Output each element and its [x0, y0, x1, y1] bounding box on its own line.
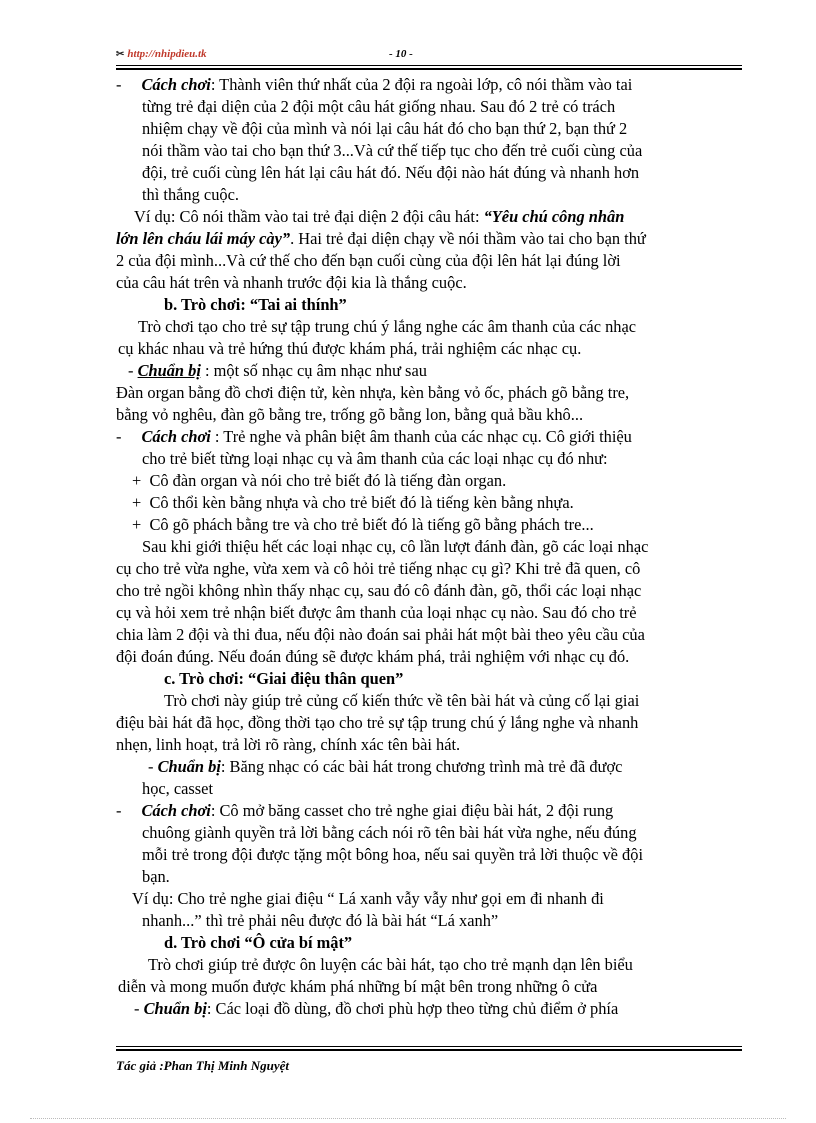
page-edge — [30, 1118, 786, 1119]
section-heading-d: d. Trò chơi “Ô cửa bí mật” — [164, 933, 353, 952]
text-line: Trò chơi này giúp trẻ củng cố kiến thức về tên bài hát và củng cố lại giai — [164, 691, 640, 710]
text: : Các loại đồ dùng, đồ chơi phù hợp theo từng chủ điểm ở phía — [206, 999, 619, 1018]
song-title: lớn lên cháu lái máy cày” — [116, 229, 291, 248]
text-line: nói thầm vào tai cho bạn thứ 3...Và cứ thế tiếp tục cho đến trẻ cuối cùng của — [142, 141, 643, 160]
text-line: thì thắng cuộc. — [142, 185, 239, 204]
text-line — [134, 998, 618, 1020]
text-line — [134, 206, 624, 228]
text-line: 2 của đội mình...Và cứ thế cho đến bạn cuối cùng của đội lên hát lại đúng lời — [116, 251, 621, 270]
list-marker: + — [132, 493, 142, 512]
header-url[interactable]: http://nhipdieu.tk — [127, 48, 207, 60]
footer-rule-thick — [116, 1049, 742, 1051]
text-line: bạn. — [142, 867, 170, 886]
text-line — [148, 756, 622, 778]
list-marker: + — [132, 515, 142, 534]
bullet: - — [148, 757, 154, 776]
label-chuan-bi: Chuẩn bị — [157, 757, 221, 776]
text: : một số nhạc cụ âm nhạc như sau — [200, 361, 427, 380]
text-line: cho trẻ biết từng loại nhạc cụ và âm thanh của các loại nhạc cụ đó như: — [142, 449, 608, 468]
text: Ví dụ: Cô nói thầm vào tai trẻ đại diện 2 đội câu hát: — [134, 207, 484, 226]
text-line: bằng vỏ nghêu, đàn gõ bằng tre, trống gõ bằng lon, bằng quả bầu khô... — [116, 405, 584, 424]
song-title: “Yêu chú công nhân — [483, 207, 625, 226]
text-line: diễn và mong muốn được khám phá những bí mật bên trong những ô cửa — [118, 977, 598, 996]
text-line: của câu hát trên và nhanh trước đội kia là thắng cuộc. — [116, 273, 467, 292]
section-heading-c: c. Trò chơi: “Giai điệu thân quen” — [164, 669, 404, 688]
text-line: mỗi trẻ trong đội được tặng một bông hoa, nếu sai quyền trả lời thuộc về đội — [142, 845, 643, 864]
text-line: Đàn organ bằng đồ chơi điện tử, kèn nhựa, kèn bằng vỏ ốc, phách gõ bằng tre, — [116, 383, 630, 402]
footer-rule — [116, 1046, 742, 1047]
text-line — [116, 426, 632, 448]
list-item — [132, 514, 594, 536]
text: : Băng nhạc có các bài hát trong chương trình mà trẻ đã được — [220, 757, 623, 776]
text-line: học, casset — [142, 779, 213, 798]
text-line: cụ cho trẻ vừa nghe, vừa xem và cô hỏi trẻ tiếng nhạc cụ gì? Khi trẻ đã quen, cô — [116, 559, 641, 578]
text-line — [128, 360, 427, 382]
bullet: - — [134, 999, 140, 1018]
header-link[interactable] — [116, 48, 207, 60]
text-line: nhiệm chạy về đội của mình và nói lại câu hát đó cho bạn thứ 2, bạn thứ 2 — [142, 119, 628, 138]
label-cach-choi: Cách chơi — [141, 801, 211, 820]
list-marker: + — [132, 471, 142, 490]
text-line: nhẹn, linh hoạt, trả lời rõ ràng, chính xác tên bài hát. — [116, 735, 461, 754]
bullet: - — [128, 361, 134, 380]
bullet: - — [116, 427, 122, 446]
text: : Cô mở băng casset cho trẻ nghe giai điệu bài hát, 2 đội rung — [210, 801, 614, 820]
text-line — [116, 74, 632, 96]
text-line: cụ và hỏi xem trẻ nhận biết được âm thanh của loại nhạc cụ nào. Sau đó cho trẻ — [116, 603, 637, 622]
text-line: Sau khi giới thiệu hết các loại nhạc cụ, cô lần lượt đánh đàn, gõ các loại nhạc — [142, 537, 649, 556]
text-line: từng trẻ đại diện của 2 đội một câu hát giống nhau. Sau đó 2 trẻ có trách — [142, 97, 616, 116]
text-line: điệu bài hát đã học, đồng thời tạo cho trẻ sự tập trung chú ý lắng nghe và nhanh — [116, 713, 639, 732]
text-line: Ví dụ: Cho trẻ nghe giai điệu “ Lá xanh vẫy vẫy như gọi em đi nhanh đi — [132, 889, 604, 908]
text-line: cụ khác nhau và trẻ hứng thú được khám phá, trải nghiệm các nhạc cụ. — [118, 339, 582, 358]
bullet: - — [116, 801, 122, 820]
text-line: đội đoán đúng. Nếu đoán đúng sẽ được khám phá, trải nghiệm với nhạc cụ đó. — [116, 647, 630, 666]
text: : Trẻ nghe và phân biệt âm thanh của các nhạc cụ. Cô giới thiệu — [210, 427, 632, 446]
text-line: cho trẻ ngồi không nhìn thấy nhạc cụ, sau đó cô đánh đàn, gõ, thổi các loại nhạc — [116, 581, 642, 600]
text-line: Trò chơi tạo cho trẻ sự tập trung chú ý lắng nghe các âm thanh của các nhạc — [138, 317, 637, 336]
list-item-text: Cô gõ phách bằng tre và cho trẻ biết đó là tiếng gõ bằng phách tre... — [149, 515, 594, 534]
text-line: Trò chơi giúp trẻ được ôn luyện các bài hát, tạo cho trẻ mạnh dạn lên biểu — [148, 955, 633, 974]
text-line: chia làm 2 đội và thi đua, nếu đội nào đoán sai phải hát một bài theo yêu cầu của — [116, 625, 645, 644]
label-chuan-bi: Chuẩn bị — [143, 999, 207, 1018]
label-chuan-bi: Chuẩn bị — [137, 361, 201, 380]
label-cach-choi: Cách chơi — [141, 427, 211, 446]
page-header — [116, 46, 742, 64]
header-rule — [116, 65, 742, 66]
list-item — [132, 492, 574, 514]
text-line: chuông giành quyền trả lời bằng cách nói rõ tên bài hát vừa nghe, nếu đúng — [142, 823, 637, 842]
text: . Hai trẻ đại diện chạy về nói thầm vào tai cho bạn thứ — [290, 229, 646, 248]
text-line: đội, trẻ cuối cùng lên hát lại câu hát đó. Nếu đội nào hát đúng và nhanh hơn — [142, 163, 640, 182]
text: : Thành viên thứ nhất của 2 đội ra ngoài lớp, cô nói thầm vào tai — [210, 75, 633, 94]
header-rule-thick — [116, 68, 742, 70]
section-heading-b: b. Trò chơi: “Tai ai thính” — [164, 295, 347, 314]
bullet: - — [116, 75, 122, 94]
scissors-icon: ✂ — [116, 49, 125, 60]
footer-author: Tác giả :Phan Thị Minh Nguyệt — [116, 1058, 289, 1073]
list-item-text: Cô đàn organ và nói cho trẻ biết đó là tiếng đàn organ. — [149, 471, 507, 490]
list-item-text: Cô thổi kèn bằng nhựa và cho trẻ biết đó là tiếng kèn bằng nhựa. — [149, 493, 574, 512]
text-line — [116, 228, 646, 250]
text-line — [116, 800, 613, 822]
text-line: nhanh...” thì trẻ phải nêu được đó là bài hát “Lá xanh” — [142, 911, 499, 930]
list-item — [132, 470, 506, 492]
page-number: - 10 - — [389, 48, 413, 60]
label-cach-choi: Cách chơi — [141, 75, 211, 94]
